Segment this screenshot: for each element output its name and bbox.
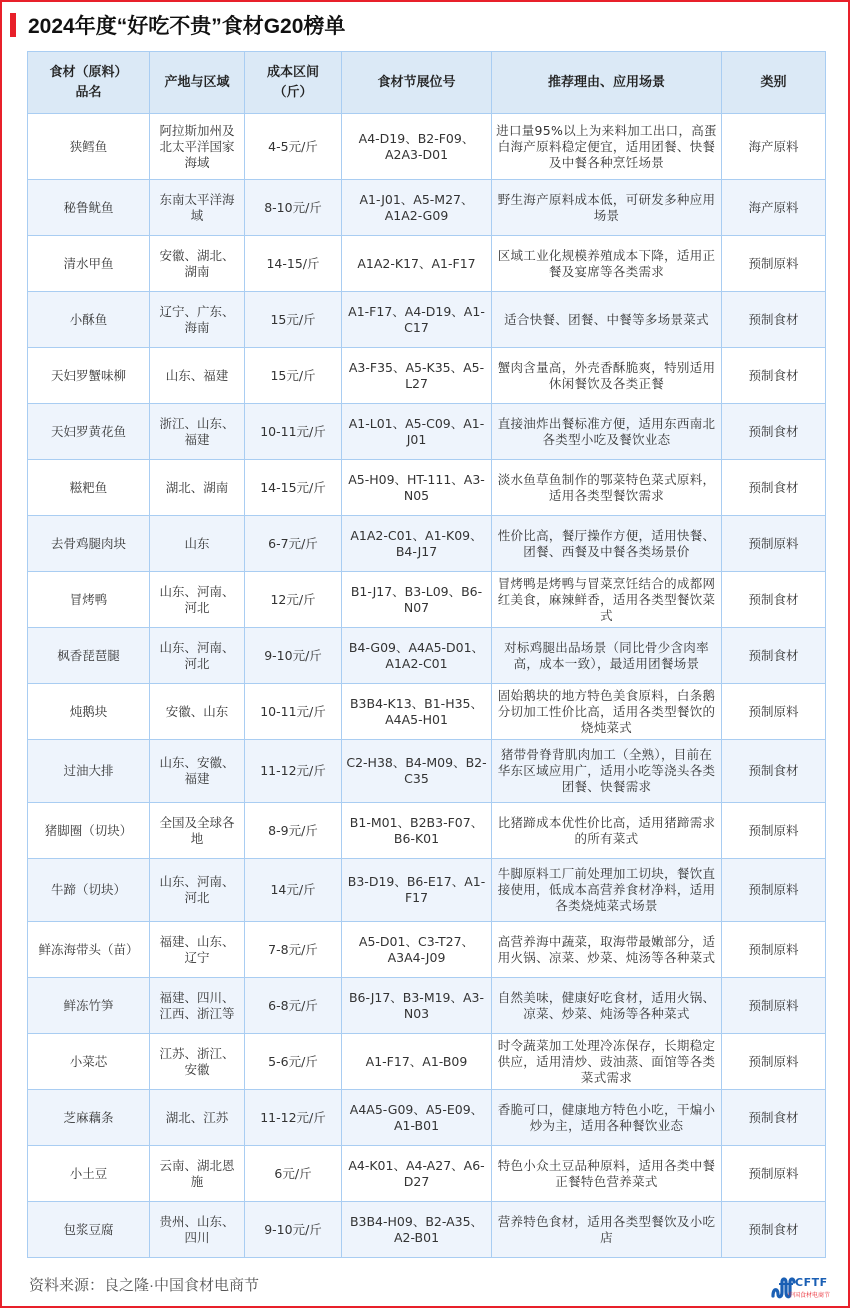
cell-origin: 山东	[150, 516, 245, 572]
cell-category: 预制食材	[722, 572, 826, 628]
cell-name: 小酥鱼	[28, 292, 150, 348]
cell-booth: A4A5-G09、A5-E09、A1-B01	[342, 1090, 492, 1146]
cell-reason: 比猪蹄成本优性价比高，适用猪蹄需求的所有菜式	[492, 803, 722, 859]
cell-reason: 固始鹅块的地方特色美食原料，白条鹅分切加工性价比高，适用各类型餐饮的烧炖菜式	[492, 684, 722, 740]
cell-reason: 野生海产原料成本低，可研发多种应用场景	[492, 180, 722, 236]
table-row	[28, 572, 826, 628]
cell-cost: 4-5元/斤	[245, 114, 342, 180]
cell-cost: 14元/斤	[245, 859, 342, 922]
table-row	[28, 348, 826, 404]
cell-origin: 山东、河南、河北	[150, 628, 245, 684]
cell-cost: 12元/斤	[245, 572, 342, 628]
cell-origin: 阿拉斯加州及北太平洋国家海域	[150, 114, 245, 180]
cell-name: 芝麻藕条	[28, 1090, 150, 1146]
cell-origin: 安徽、湖北、湖南	[150, 236, 245, 292]
cell-name: 糍粑鱼	[28, 460, 150, 516]
table-row	[28, 460, 826, 516]
cell-cost: 8-9元/斤	[245, 803, 342, 859]
cell-cost: 6-8元/斤	[245, 978, 342, 1034]
table-body	[28, 114, 826, 1258]
cell-origin: 湖北、江苏	[150, 1090, 245, 1146]
table-row	[28, 1090, 826, 1146]
cell-name: 天妇罗黄花鱼	[28, 404, 150, 460]
cell-origin: 湖北、湖南	[150, 460, 245, 516]
cell-cost: 14-15元/斤	[245, 460, 342, 516]
header-origin: 产地与区域	[150, 52, 245, 114]
table-row	[28, 978, 826, 1034]
table-row	[28, 740, 826, 803]
g20-table	[27, 51, 826, 1258]
cell-reason: 营养特色食材，适用各类型餐饮及小吃店	[492, 1202, 722, 1258]
cell-cost: 5-6元/斤	[245, 1034, 342, 1090]
cell-name: 猪脚圈（切块）	[28, 803, 150, 859]
cell-reason: 香脆可口，健康地方特色小吃，干煸小炒为主，适用各种餐饮业态	[492, 1090, 722, 1146]
table-row	[28, 859, 826, 922]
cell-booth: A1-F17、A4-D19、A1-C17	[342, 292, 492, 348]
cell-cost: 9-10元/斤	[245, 1202, 342, 1258]
cell-origin: 福建、山东、辽宁	[150, 922, 245, 978]
table-row	[28, 1034, 826, 1090]
cell-reason: 对标鸡腿出品场景（同比骨少含肉率高，成本一致），最适用团餐场景	[492, 628, 722, 684]
cell-origin: 辽宁、广东、海南	[150, 292, 245, 348]
cell-reason: 冒烤鸭是烤鸭与冒菜烹饪结合的成都网红美食，麻辣鲜香，适用各类型餐饮菜式	[492, 572, 722, 628]
cell-name: 包浆豆腐	[28, 1202, 150, 1258]
header-cost	[245, 52, 342, 114]
cell-booth: A1-J01、A5-M27、A1A2-G09	[342, 180, 492, 236]
cell-reason: 直接油炸出餐标准方便，适用东西南北各类型小吃及餐饮业态	[492, 404, 722, 460]
cell-category: 预制食材	[722, 628, 826, 684]
cftf-logo-subtext: 中国食材电商节	[788, 1292, 831, 1299]
cell-booth: B3B4-H09、B2-A35、A2-B01	[342, 1202, 492, 1258]
cell-booth: C2-H38、B4-M09、B2-C35	[342, 740, 492, 803]
cell-booth: B6-J17、B3-M19、A3-N03	[342, 978, 492, 1034]
cell-reason: 适合快餐、团餐、中餐等多场景菜式	[492, 292, 722, 348]
page-title: 2024年度“好吃不贵”食材G20榜单	[28, 15, 346, 38]
cell-name: 小菜芯	[28, 1034, 150, 1090]
cell-cost: 15元/斤	[245, 348, 342, 404]
cell-booth: A5-H09、HT-111、A3-N05	[342, 460, 492, 516]
cell-cost: 15元/斤	[245, 292, 342, 348]
cell-origin: 山东、福建	[150, 348, 245, 404]
cell-booth: A3-F35、A5-K35、A5-L27	[342, 348, 492, 404]
cell-reason: 特色小众土豆品种原料，适用各类中餐正餐特色营养菜式	[492, 1146, 722, 1202]
cell-cost: 11-12元/斤	[245, 740, 342, 803]
table-row	[28, 1202, 826, 1258]
cell-booth: A1-F17、A1-B09	[342, 1034, 492, 1090]
cell-category: 预制原料	[722, 978, 826, 1034]
table-row	[28, 292, 826, 348]
cell-name: 狭鳕鱼	[28, 114, 150, 180]
cell-origin: 福建、四川、江西、浙江等	[150, 978, 245, 1034]
cell-reason: 牛脚原料工厂前处理加工切块，餐饮直接使用，低成本高营养食材净料，适用各类烧炖菜式场景	[492, 859, 722, 922]
cell-name: 过油大排	[28, 740, 150, 803]
cell-cost: 7-8元/斤	[245, 922, 342, 978]
table-row	[28, 236, 826, 292]
cell-category: 预制食材	[722, 348, 826, 404]
table-row	[28, 1146, 826, 1202]
cell-booth: B1-J17、B3-L09、B6-N07	[342, 572, 492, 628]
table-row	[28, 404, 826, 460]
cell-category: 预制食材	[722, 1090, 826, 1146]
cell-cost: 6元/斤	[245, 1146, 342, 1202]
cell-reason: 淡水鱼草鱼制作的鄂菜特色菜式原料，适用各类型餐饮需求	[492, 460, 722, 516]
header-reason: 推荐理由、应用场景	[492, 52, 722, 114]
cell-origin: 全国及全球各地	[150, 803, 245, 859]
cell-name: 天妇罗蟹味柳	[28, 348, 150, 404]
cftf-logo-text: CFTF	[795, 1276, 828, 1289]
table-row	[28, 803, 826, 859]
table-row	[28, 628, 826, 684]
cell-name: 枫香琵琶腿	[28, 628, 150, 684]
cell-name: 冒烤鸭	[28, 572, 150, 628]
cell-reason: 时令蔬菜加工处理冷冻保存，长期稳定供应，适用清炒、豉油蒸、面馆等各类菜式需求	[492, 1034, 722, 1090]
header-name	[28, 52, 150, 114]
table-row	[28, 516, 826, 572]
header-booth: 食材节展位号	[342, 52, 492, 114]
cell-origin: 山东、安徽、福建	[150, 740, 245, 803]
header-cost-line1: 成本区间	[266, 64, 319, 80]
source-note: 资料来源：良之隆·中国食材电商节	[29, 1277, 259, 1294]
cell-booth: A5-D01、C3-T27、A3A4-J09	[342, 922, 492, 978]
cell-reason: 性价比高，餐厅操作方便，适用快餐、团餐、西餐及中餐各类场景价	[492, 516, 722, 572]
cell-category: 预制食材	[722, 404, 826, 460]
cell-booth: B3-D19、B6-E17、A1-F17	[342, 859, 492, 922]
header-category: 类别	[722, 52, 826, 114]
cell-booth: B4-G09、A4A5-D01、A1A2-C01	[342, 628, 492, 684]
cell-category: 预制原料	[722, 803, 826, 859]
cell-reason: 区域工业化规模养殖成本下降，适用正餐及宴席等各类需求	[492, 236, 722, 292]
cell-origin: 江苏、浙江、安徽	[150, 1034, 245, 1090]
cell-reason: 自然美味，健康好吃食材，适用火锅、凉菜、炒菜、炖汤等各种菜式	[492, 978, 722, 1034]
cell-cost: 11-12元/斤	[245, 1090, 342, 1146]
cell-booth: A1A2-K17、A1-F17	[342, 236, 492, 292]
cell-category: 预制食材	[722, 460, 826, 516]
cell-origin: 安徽、山东	[150, 684, 245, 740]
cell-category: 预制原料	[722, 684, 826, 740]
cell-cost: 9-10元/斤	[245, 628, 342, 684]
cell-category: 预制原料	[722, 922, 826, 978]
cell-booth: A4-K01、A4-A27、A6-D27	[342, 1146, 492, 1202]
cell-cost: 14-15/斤	[245, 236, 342, 292]
title-accent-bar	[10, 13, 16, 37]
table-row	[28, 114, 826, 180]
cell-cost: 8-10元/斤	[245, 180, 342, 236]
cell-category: 预制食材	[722, 740, 826, 803]
cell-reason: 蟹肉含量高，外壳香酥脆爽，特别适用休闲餐饮及各类正餐	[492, 348, 722, 404]
cell-name: 牛蹄（切块）	[28, 859, 150, 922]
cell-booth: B3B4-K13、B1-H35、A4A5-H01	[342, 684, 492, 740]
title-bar	[10, 12, 345, 38]
cell-category: 预制原料	[722, 236, 826, 292]
cell-name: 清水甲鱼	[28, 236, 150, 292]
table-header-row	[28, 52, 826, 114]
cell-name: 秘鲁鱿鱼	[28, 180, 150, 236]
cftf-logo	[770, 1274, 844, 1302]
table-row	[28, 922, 826, 978]
cell-name: 鲜冻竹笋	[28, 978, 150, 1034]
cell-category: 预制原料	[722, 516, 826, 572]
cell-category: 预制食材	[722, 292, 826, 348]
cell-cost: 6-7元/斤	[245, 516, 342, 572]
table-row	[28, 684, 826, 740]
cell-reason: 高营养海中蔬菜，取海带最嫩部分，适用火锅、凉菜、炒菜、炖汤等各种菜式	[492, 922, 722, 978]
cell-origin: 浙江、山东、福建	[150, 404, 245, 460]
cell-origin: 山东、河南、河北	[150, 859, 245, 922]
cell-origin: 山东、河南、河北	[150, 572, 245, 628]
cell-category: 海产原料	[722, 114, 826, 180]
cell-cost: 10-11元/斤	[245, 404, 342, 460]
cell-booth: A1-L01、A5-C09、A1-J01	[342, 404, 492, 460]
cell-origin: 东南太平洋海域	[150, 180, 245, 236]
cell-name: 鲜冻海带头（苗）	[28, 922, 150, 978]
cell-booth: A4-D19、B2-F09、A2A3-D01	[342, 114, 492, 180]
cell-cost: 10-11元/斤	[245, 684, 342, 740]
cell-reason: 进口量95%以上为来料加工出口，高蛋白海产原料稳定便宜，适用团餐、快餐及中餐各种烹饪场景	[492, 114, 722, 180]
cell-reason: 猪带骨脊背肌肉加工（全熟），目前在华东区域应用广，适用小吃等浇头各类团餐、快餐需求	[492, 740, 722, 803]
cell-name: 小土豆	[28, 1146, 150, 1202]
table-row	[28, 180, 826, 236]
cell-category: 预制原料	[722, 1034, 826, 1090]
cell-booth: A1A2-C01、A1-K09、B4-J17	[342, 516, 492, 572]
cell-name: 炖鹅块	[28, 684, 150, 740]
cell-name: 去骨鸡腿肉块	[28, 516, 150, 572]
cell-booth: B1-M01、B2B3-F07、B6-K01	[342, 803, 492, 859]
cell-category: 预制原料	[722, 859, 826, 922]
cell-category: 预制原料	[722, 1146, 826, 1202]
cell-origin: 云南、湖北恩施	[150, 1146, 245, 1202]
header-name-line1: 食材（原料）	[49, 64, 128, 80]
header-name-line2: 品名	[75, 84, 102, 100]
cell-category: 预制食材	[722, 1202, 826, 1258]
cell-origin: 贵州、山东、四川	[150, 1202, 245, 1258]
header-cost-line2: （斤）	[273, 84, 313, 100]
cell-category: 海产原料	[722, 180, 826, 236]
